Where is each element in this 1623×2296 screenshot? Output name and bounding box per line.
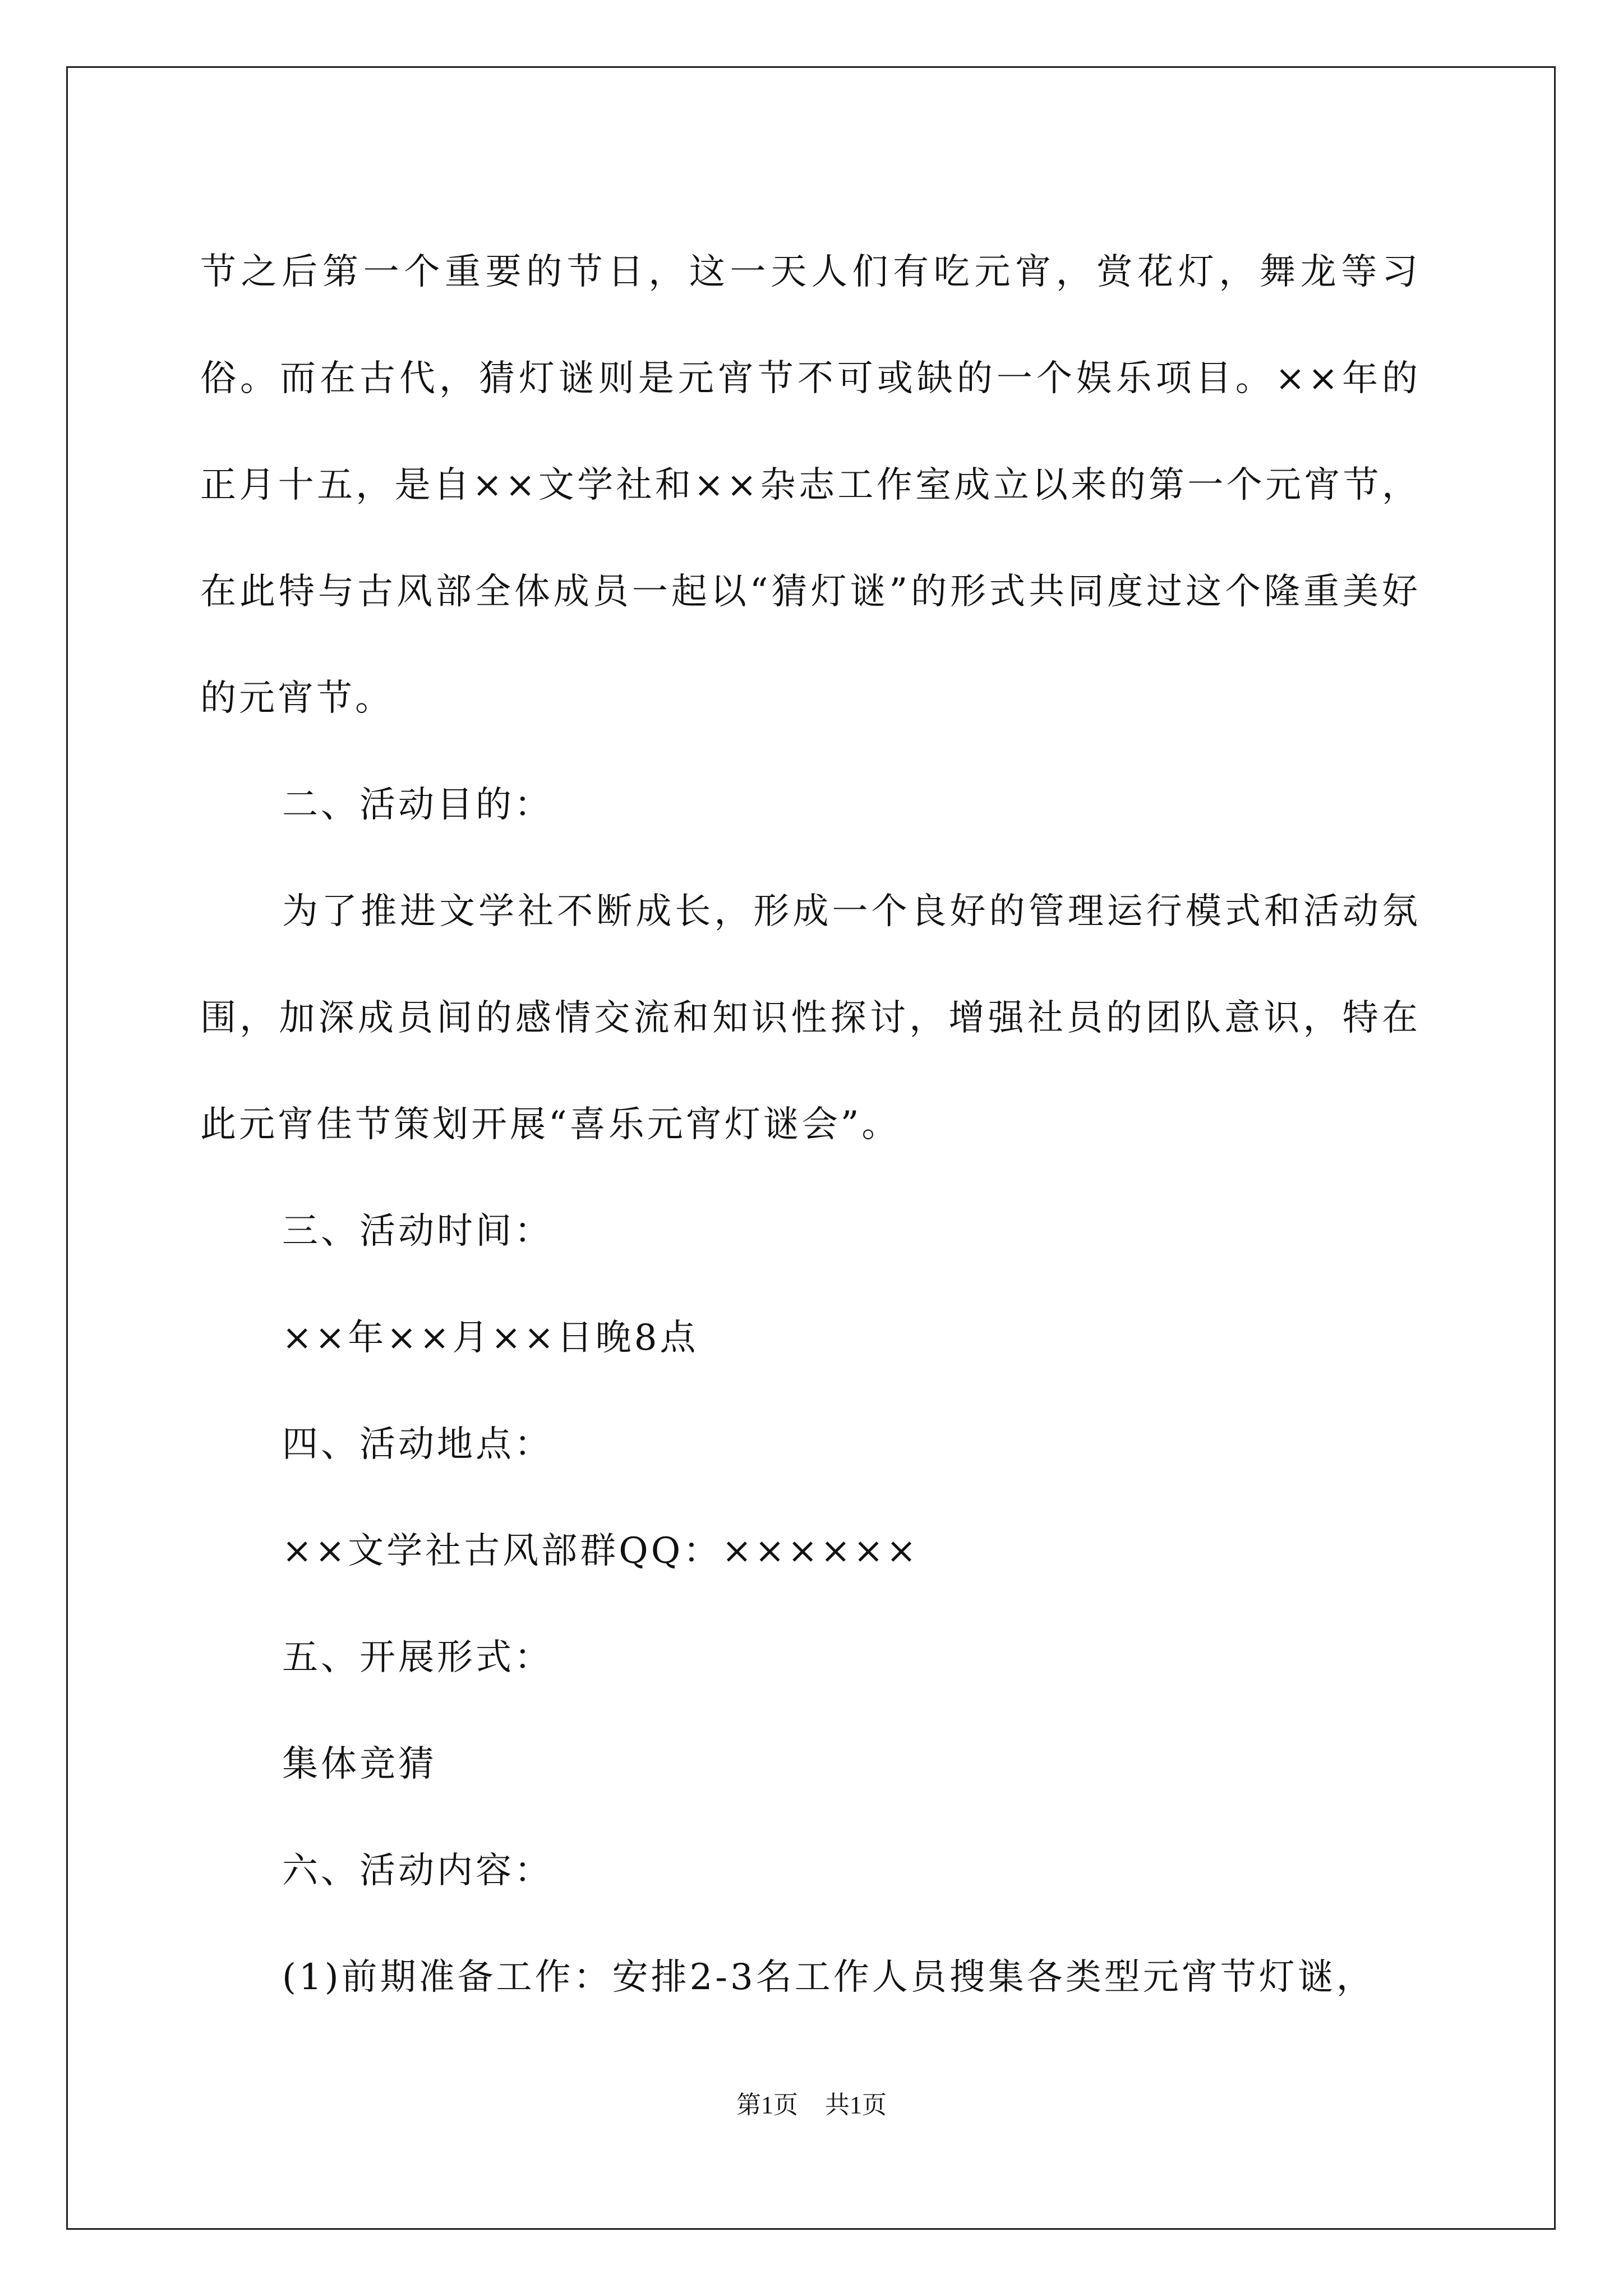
heading-activity-location: 四、活动地点： <box>282 1424 553 1465</box>
paragraph-activity-location: ××文学社古风部群QQ：×××××× <box>282 1530 919 1572</box>
paragraph-activity-format: 集体竞猜 <box>282 1743 437 1785</box>
document-body <box>200 219 1421 2031</box>
heading-activity-purpose: 二、活动目的： <box>282 784 553 826</box>
page-footer <box>0 2085 1623 2120</box>
paragraph-activity-purpose: 为了推进文学社不断成长，形成一个良好的管理运行模式和活动氛围，加深成员间的感情交流和知识性探讨，增强社员的团队意识，特在此元宵佳节策划开展“喜乐元宵灯谜会”。 <box>200 891 1421 1145</box>
paragraph-activity-content: (1)前期准备工作：安排2-3名工作人员搜集各类型元宵节灯谜， <box>282 1957 1375 1998</box>
paragraph-activity-time: ××年××月××日晚8点 <box>282 1317 699 1359</box>
page-total: 共1页 <box>825 2091 887 2119</box>
heading-activity-format: 五、开展形式： <box>282 1637 553 1678</box>
heading-activity-content: 六、活动内容： <box>282 1850 553 1892</box>
heading-activity-time: 三、活动时间： <box>282 1211 553 1252</box>
paragraph-intro-continued: 节之后第一个重要的节日，这一天人们有吃元宵，赏花灯，舞龙等习俗。而在古代，猜灯谜则是元宵节不可或缺的一个娱乐项目。××年的正月十五，是自××文学社和××杂志工作室成立以来的第一个元宵节，在此特与古风部全体成员一起以“猜灯谜”的形式共同度过这个隆重美好的元宵节。 <box>200 251 1421 719</box>
page-number: 第1页 <box>736 2091 798 2119</box>
